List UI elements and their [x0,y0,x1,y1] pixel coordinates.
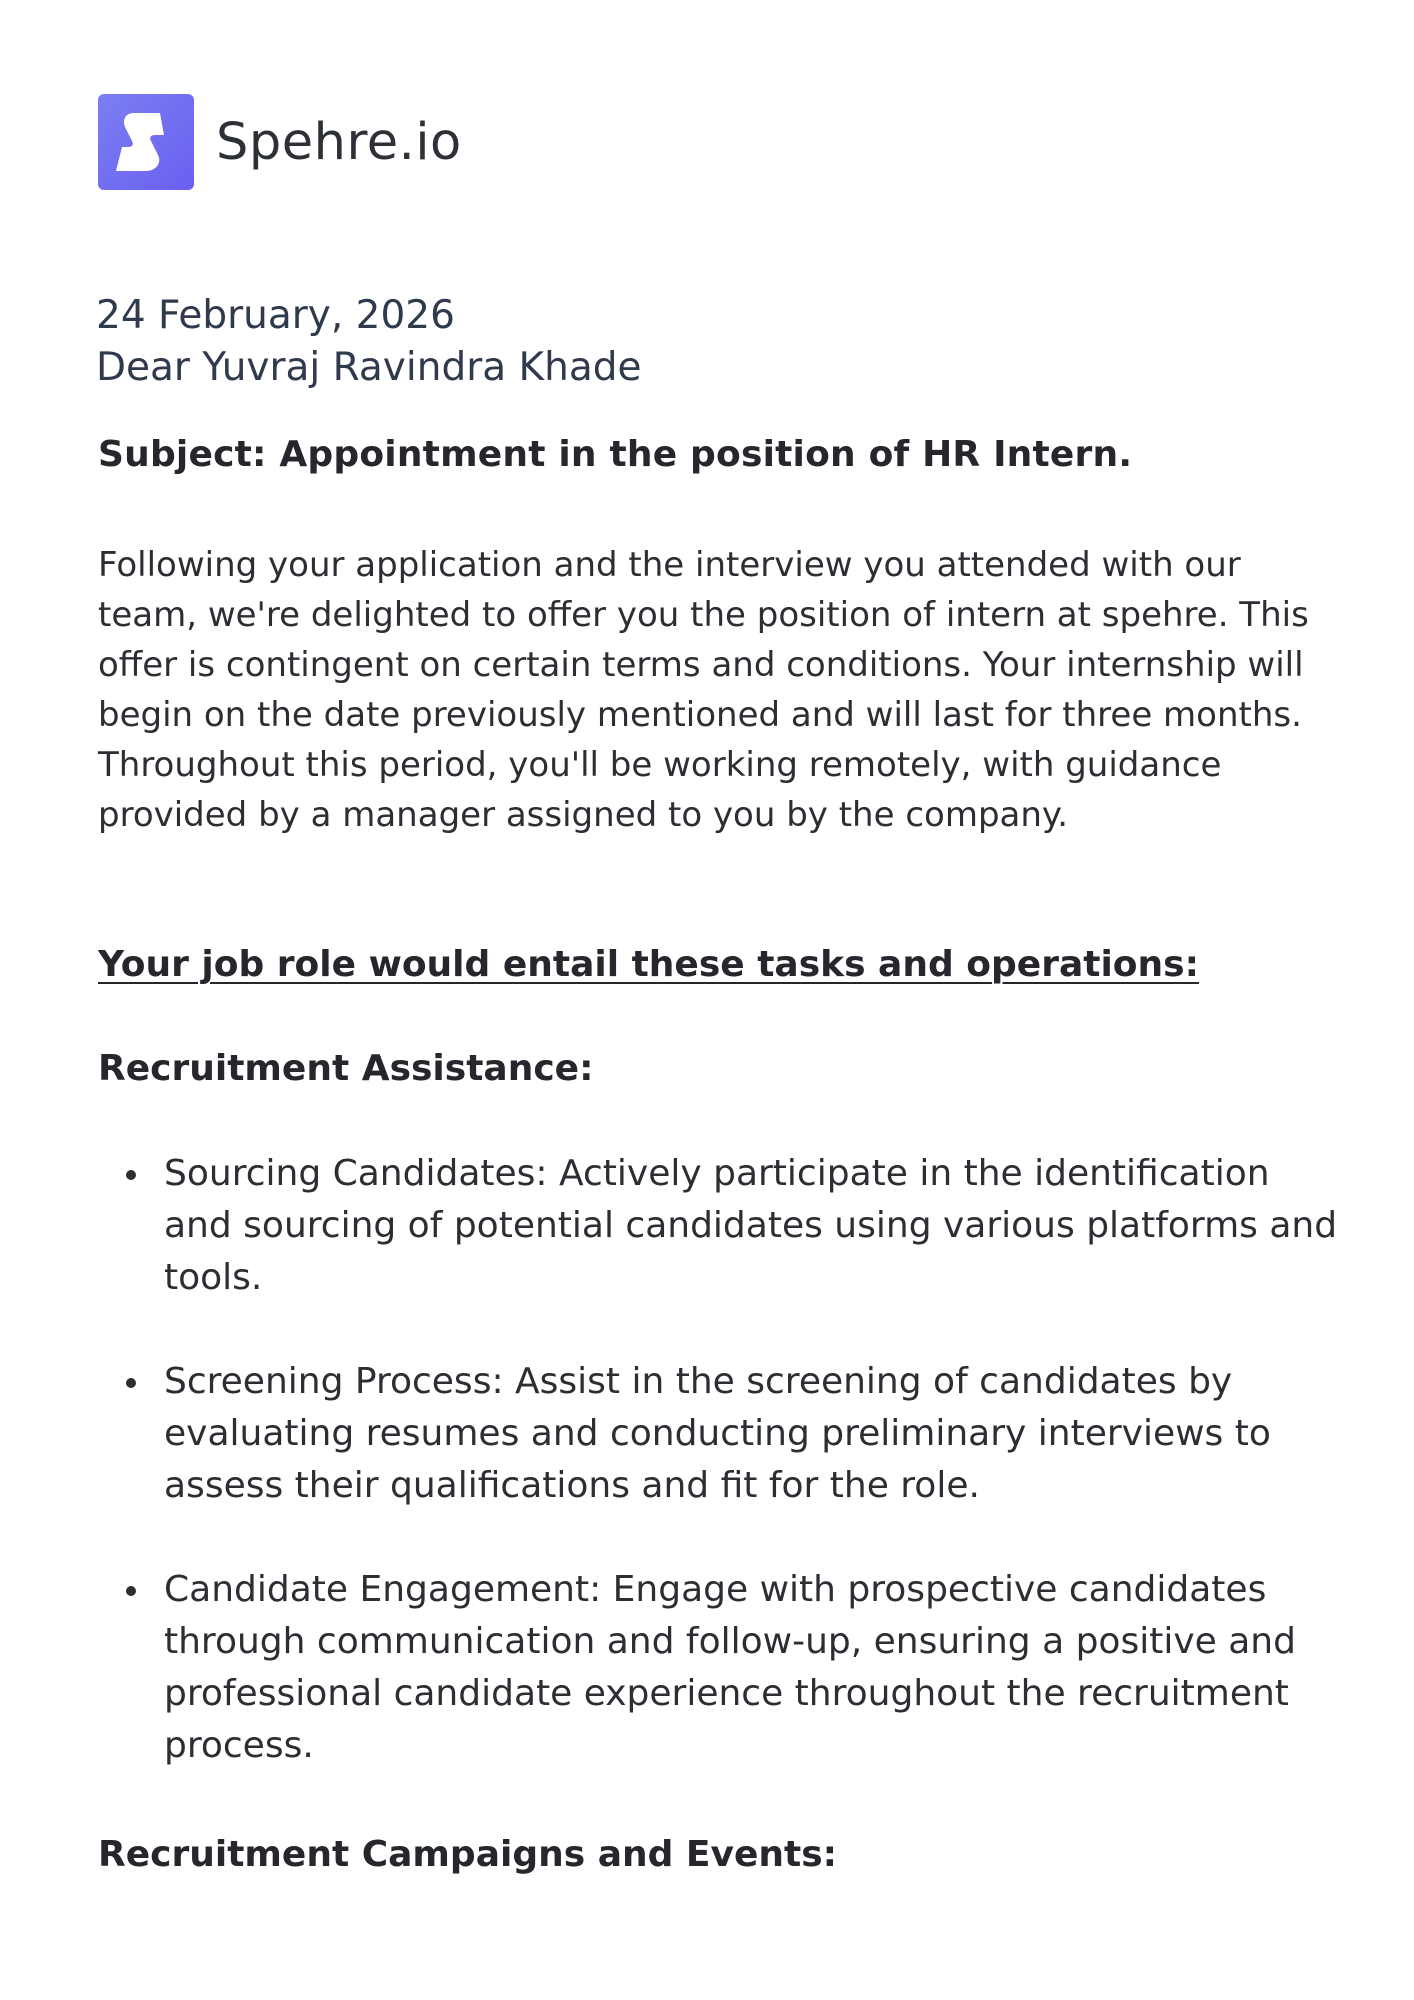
date-greeting-block [96,290,641,394]
list-item [98,1564,1338,1772]
letter-greeting: Dear Yuvraj Ravindra Khade [96,345,642,390]
brand-name: Spehre.io [216,112,462,172]
section-heading-recruitment-assistance: Recruitment Assistance: [98,1048,594,1089]
list-item-text: Candidate Engagement: Engage with prospective candidates through communication and follow-up, ensuring a positive and professional candidate experience throughout the recruitment process. [164,1569,1296,1766]
brand-header [98,94,462,190]
list-item [98,1148,1338,1304]
section-heading-recruitment-campaigns: Recruitment Campaigns and Events: [98,1834,838,1875]
letter-date: 24 February, 2026 [96,293,455,338]
intro-paragraph: Following your application and the interview you attended with our team, we're delighted to offer you the position of intern at spehre. This offer is contingent on certain terms and conditions. Your internship will begin on the date previously mentioned and will last for three months. Throughout this period, you'll be working remotely, with guidance provided by a manager assigned to you by the company. [98,545,1309,835]
recruitment-assistance-list [98,1148,1338,1824]
bullet-icon [126,1586,136,1596]
bullet-icon [126,1170,136,1180]
list-item-text: Screening Process: Assist in the screening of candidates by evaluating resumes and conducting preliminary interviews to assess their qualifications and fit for the role. [164,1361,1271,1506]
list-item [98,1356,1338,1512]
spehre-logo-icon [98,94,194,190]
job-role-heading: Your job role would entail these tasks and operations: [98,944,1199,985]
letter-subject: Subject: Appointment in the position of HR Intern. [98,434,1133,475]
bullet-icon [126,1378,136,1388]
list-item-text: Sourcing Candidates: Actively participate in the identification and sourcing of potential candidates using various platforms and tools. [164,1153,1338,1298]
